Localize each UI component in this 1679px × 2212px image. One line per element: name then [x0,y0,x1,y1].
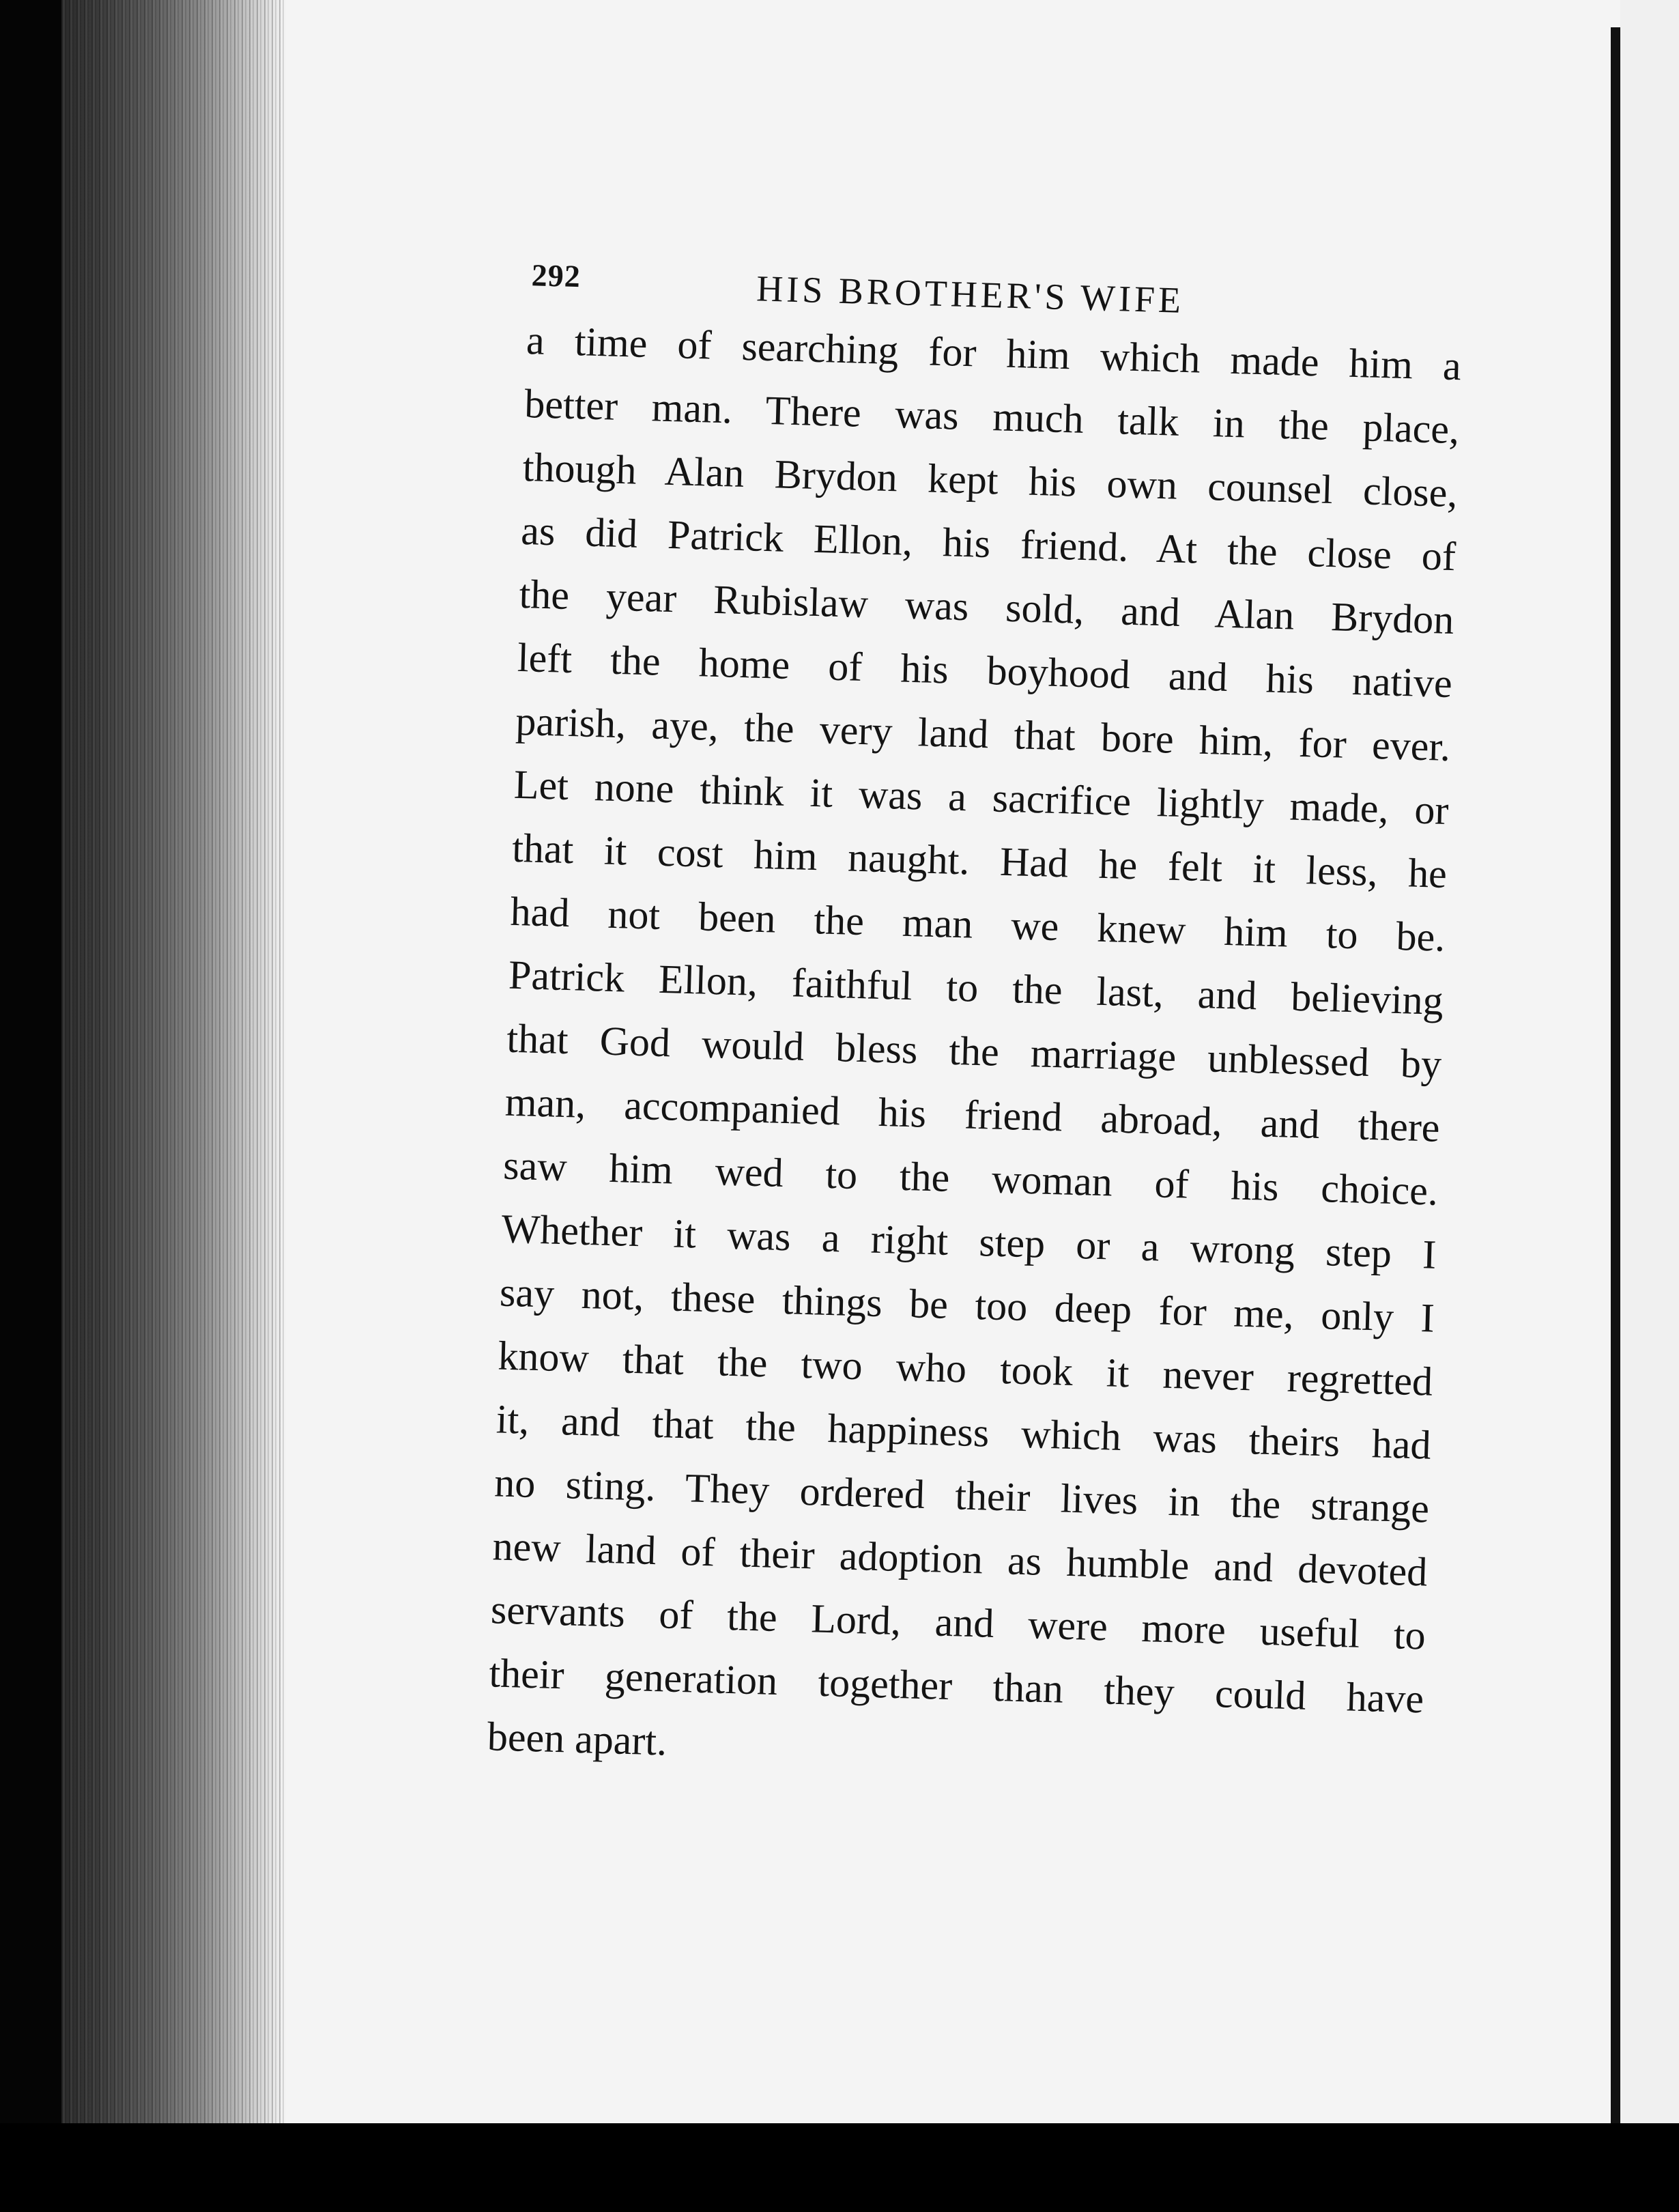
text-line: had not been the man we knew him to be. [509,888,1446,960]
text-line: man, accompanied his friend abroad, and there [504,1079,1441,1150]
text-line: Patrick Ellon, faithful to the last, and believing [508,952,1444,1023]
facing-page-strip [1620,0,1679,2130]
text-line: better man. There was much talk in the place, [523,381,1460,453]
text-line: servants of the Lord, and were more useful to [490,1587,1426,1658]
page-gutter-line [1611,27,1620,2130]
text-line: a time of searching for him which made him a [526,317,1462,389]
text-line: no sting. They ordered their lives in the strange [493,1460,1430,1531]
text-line: new land of their adoption as humble and devoted [491,1523,1429,1595]
text-line: their generation together than they could have [488,1650,1425,1722]
page-text-block [435,246,1467,1795]
scan-left-border [0,0,61,2212]
book-page-edges [61,0,287,2130]
text-line: it, and that the happiness which was theirs had [496,1396,1432,1468]
text-line: Let none think it was a sacrifice lightly made, or [513,761,1450,834]
text-line: that God would bless the marriage unblessed by [506,1015,1442,1087]
scan-bottom-border [0,2123,1679,2212]
text-line: as did Patrick Ellon, his friend. At the close of [520,507,1456,580]
text-line-last: been apart. [487,1714,668,1764]
text-line: the year Rubislaw was sold, and Alan Brydon [518,571,1455,643]
text-line: parish, aye, the very land that bore him, for ever. [515,698,1451,770]
text-line: saw him wed to the woman of his choice. [502,1142,1439,1214]
text-line: though Alan Brydon kept his own counsel close, [522,444,1459,516]
text-line: say not, these things be too deep for me, only I [499,1269,1435,1341]
text-line: Whether it was a right step or a wrong step I [500,1206,1437,1277]
running-title: HIS BROTHER'S WIFE [756,268,1185,321]
text-line: that it cost him naught. Had he felt it less, he [511,825,1448,896]
text-line: know that the two who took it never regretted [497,1333,1434,1404]
page-number: 292 [531,257,582,294]
text-line: left the home of his boyhood and his native [517,634,1453,707]
body-text [487,309,1462,1794]
